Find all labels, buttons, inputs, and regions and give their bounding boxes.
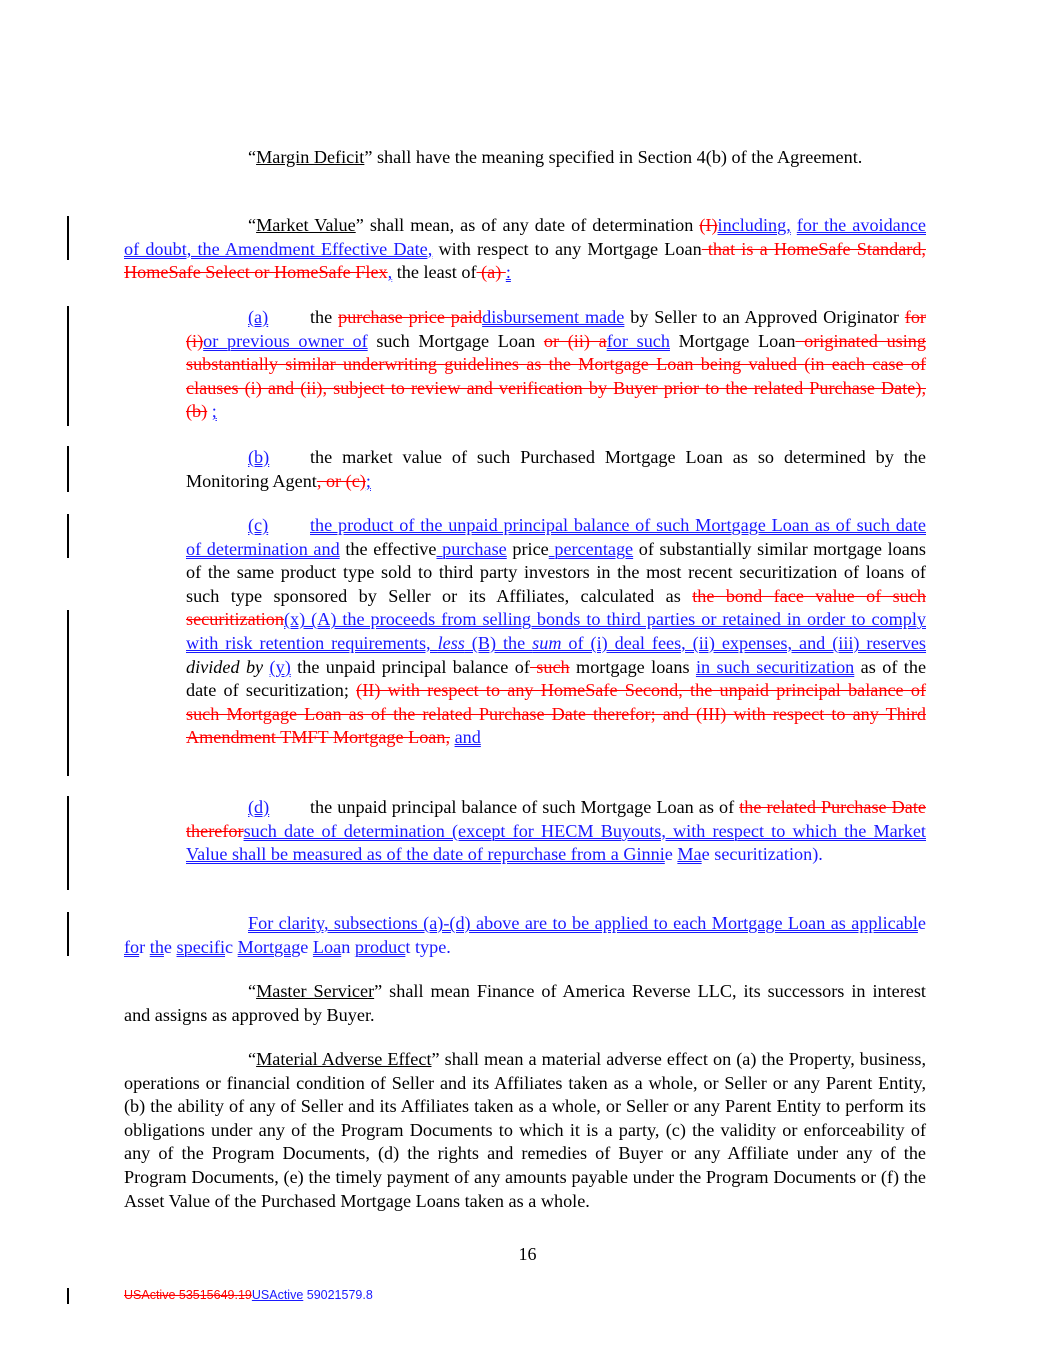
- item-label: (a): [248, 307, 269, 327]
- market-value-item-a: (a) the purchase price paiddisbursement made by Seller to an Approved Originator for (i)or previous owner of such Mortgage Loan or (ii) afor such Mortgage Loan originated using substantially similar underwriting guidelines as the Mortgage Loan being valued (in each case of clauses (i) and (ii), subject to review and verification by Buyer prior to the related Purchase Date), (b) ;: [186, 307, 926, 422]
- footer-deleted-id: USActive 53515649.19: [124, 1288, 252, 1302]
- footer-id: 59021579.8: [303, 1288, 373, 1302]
- inserted-text: for the avoidance: [796, 215, 926, 235]
- market-value-item-c: (c) the product of the unpaid principal balance of such Mortgage Loan as of such date of determination and the effective purchase price percentage of substantially similar mortgage loans of the same product type sold to third party investors in the most recent securitization of loans of such type sponsored by Seller or its Affiliates, calculated as the bond face value of such securitization(x) (A) the proceeds from selling bonds to third parties or retained in order to comply with risk retention requirements, less (B) the sum of (i) deal fees, (ii) expenses, and (iii) reserves divided by (y) the unpaid principal balance of such mortgage loans in such securitization as of the date of securitization; (II) with respect to any HomeSafe Second, the unpaid principal balance of such Mortgage Loan as of the related Purchase Date therefor; and (III) with respect to any Third Amendment TMFT Mortgage Loan, and: [186, 515, 927, 748]
- inserted-text: (y): [269, 656, 291, 677]
- inserted-text: including,: [717, 215, 791, 235]
- inserted-text: ;: [211, 401, 217, 422]
- item-label: (c): [248, 515, 269, 535]
- market-value-item-b: (b) the market value of such Purchased Mortgage Loan as so determined by the Monitoring Agent, or (c);: [186, 447, 926, 491]
- inserted-text: less: [437, 632, 465, 653]
- deleted-text: the related Purchase Date therefor: [186, 797, 926, 841]
- defined-term: Market Value: [256, 215, 356, 235]
- inserted-text: of (i) deal fees, (ii) expenses, and (iii) reserves: [561, 632, 927, 653]
- change-bar: [67, 514, 69, 558]
- inserted-text: (x) (A) the proceeds from selling bonds to third parties or retained in order to comply with risk retention requirements,: [186, 609, 926, 653]
- change-bar: [67, 446, 69, 492]
- inserted-text: percentage: [548, 538, 634, 559]
- definition-master-servicer: “Master Servicer” shall mean Finance of America Reverse LLC, its successors in interest and assigns as approved by Buyer.: [124, 981, 926, 1025]
- inserted-text: fo: [124, 936, 140, 957]
- deleted-text: , or (c): [316, 470, 366, 491]
- defined-term: Margin Deficit: [256, 147, 365, 167]
- clarity-paragraph: For clarity, subsections (a)-(d) above are to be applied to each Mortgage Loan as applicable for the specific Mortgage Loan product type.: [124, 913, 926, 957]
- inserted-text: and: [454, 727, 481, 748]
- market-value-item-d: (d) the unpaid principal balance of such Mortgage Loan as of the related Purchase Date thereforsuch date of determination (except for HECM Buyouts, with respect to which the Market Value shall be measured as of the date of repurchase from a Ginnie Mae securitization).: [186, 797, 926, 865]
- inserted-text: produc: [354, 936, 406, 957]
- inserted-text: such date of determination (except for HECM Buyouts, with respect to which the Market Value shall be measured as of the date of repurchase from a Ginni: [186, 820, 926, 865]
- inserted-text: sum: [532, 632, 562, 653]
- page-number: 16: [518, 1244, 537, 1264]
- inserted-text: ;: [365, 470, 371, 491]
- change-bar: [67, 610, 69, 776]
- inserted-text: :: [505, 262, 511, 283]
- inserted-text: (B) the: [464, 632, 533, 653]
- deleted-text: purchase price paid: [338, 307, 483, 327]
- inserted-text: or previous owner of: [203, 330, 368, 351]
- inserted-text: purchase: [436, 538, 507, 559]
- definition-material-adverse-effect: “Material Adverse Effect” shall mean a material adverse effect on (a) the Property, business, operations or financial condition of Seller and its Affiliates taken as a whole, or Seller or any Parent Entity, (b) the ability of any of Seller and its Affiliates taken as a whole, or Seller or any Parent Entity to perform its obligations under any of the Program Documents to which it is a party, (c) the validity or enforceability of any of the Program Documents, (d) the rights and remedies of Buyer or any Affiliate under any of the Program Documents, (e) the timely payment of any amounts payable under the Program Documents or (f) the Asset Value of the Purchased Mortgage Loans taken as a whole.: [124, 1049, 926, 1211]
- deleted-text: (a): [476, 262, 506, 283]
- deleted-text: the bond face value of such securitization: [186, 585, 926, 630]
- change-bar: [67, 1288, 69, 1304]
- inserted-text: specifi: [176, 936, 226, 957]
- inserted-text: disbursement made: [482, 307, 625, 327]
- change-bar: [67, 306, 69, 426]
- inserted-text: of doubt, the Amendment Effective Date,: [124, 238, 433, 259]
- definition-market-value: “Market Value” shall mean, as of any date of determination (I)including, for the avoidance of doubt, the Amendment Effective Date, with respect to any Mortgage Loan that is a HomeSafe Standard, HomeSafe Select or HomeSafe Flex, the least of (a) :: [124, 215, 926, 283]
- deleted-text: that is a HomeSafe Standard, HomeSafe Select or HomeSafe Flex: [124, 238, 926, 283]
- footer-inserted-id: USActive: [251, 1288, 304, 1302]
- inserted-text: Loa: [312, 936, 342, 957]
- deleted-text: (I): [699, 215, 718, 235]
- deleted-text: (II) with respect to any HomeSafe Second, the unpaid principal balance of such Mortgage Loan as of the related Purchase Date therefor; and (III) with respect to any Third Amendment TMFT Mortgage Loan,: [186, 680, 926, 748]
- inserted-text: th: [149, 936, 164, 957]
- defined-term: Master Servicer: [256, 981, 375, 1001]
- inserted-text: Ma: [677, 844, 702, 865]
- change-bar: [67, 796, 69, 890]
- inserted-text: For clarity, subsections (a)-(d) above are to be applied to each Mortgage Loan as applicabl: [248, 913, 918, 933]
- deleted-text: such: [529, 656, 570, 677]
- deleted-text: originated using substantially similar underwriting guidelines as the Mortgage Loan being valued (in each case of clauses (i) and (ii), subject to review and verification by Buyer prior to the related Purchase Date), (b): [186, 330, 926, 422]
- item-label: (d): [248, 797, 270, 817]
- inserted-text: the product of the unpaid principal balance of such Mortgage Loan as of such date of determination and: [186, 515, 926, 559]
- document-footer: [124, 1288, 373, 1302]
- inserted-text: Mortgag: [237, 936, 301, 957]
- change-bar: [67, 216, 69, 260]
- deleted-text: for (i): [186, 307, 926, 351]
- inserted-text: ,: [387, 262, 393, 283]
- defined-term: Material Adverse Effect: [256, 1049, 432, 1069]
- definition-margin-deficit: “Margin Deficit” shall have the meaning specified in Section 4(b) of the Agreement.: [248, 147, 863, 167]
- inserted-text: for such: [606, 330, 670, 351]
- change-bar: [67, 912, 69, 956]
- item-label: (b): [248, 447, 270, 467]
- inserted-text: in such securitization: [695, 656, 855, 677]
- deleted-text: or (ii) a: [543, 330, 607, 351]
